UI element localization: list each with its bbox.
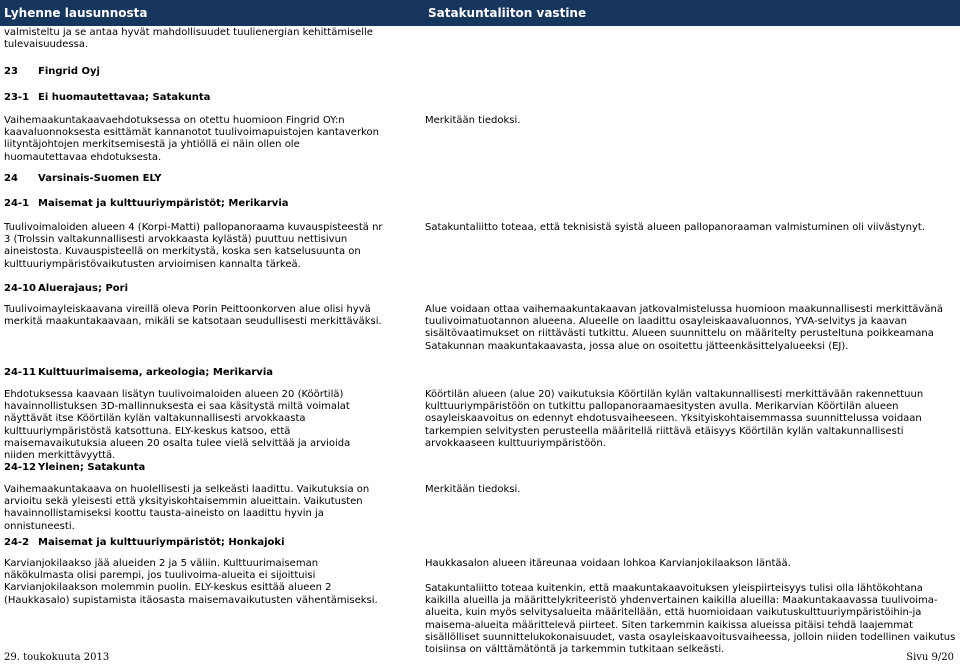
statement-24-11: Ehdotuksessa kaavaan lisätyn tuulivoimaloiden alueen 20 (Köörtilä) havainnollistuksen 3D-mallinnuksesta ei saa käsitystä miltä voimalat näyttävät itse Köörtilän kylän valtakunnallisesti arvokkaasta kulttuuriympäristöstä katsottuna. ELY-keskus katsoo, että maisemavaikutuksia alueen 20 osalta tulee vielä selvittää ja arvioida niiden merkittävyyttä. <box>4 389 351 462</box>
statement-24-2: Karvianjokilaakso jää alueiden 2 ja 5 väliin. Kulttuurimaiseman näkökulmasta olisi parempi, jos tuulivoima-alueita ei sijoittuisi Karvianjokilaakson molemmin puolin. ELY-keskus esittää alueen 2 (Haukkasalo) supistamista itäosasta maisemavaikutusten vähentämiseksi. <box>4 558 378 606</box>
section-heading-24-1 <box>4 198 384 210</box>
section-number: 23-1 <box>4 92 30 103</box>
section-heading-23-1 <box>4 92 384 104</box>
section-number: 24-1 <box>4 198 30 209</box>
reply-23-1: Merkitään tiedoksi. <box>425 115 521 126</box>
reply-24-10: Alue voidaan ottaa vaihemaakuntakaavan jatkovalmistelussa huomioon maakunnallisesti merkittävänä tuulivoimatuotannon alueena. Alueelle on laadittu osayleiskaavaluonnos, YVA-selvitys ja kaavan sisältövaatimukset on riittävästi tutkittu. Alueen suunnittelu on määritelty perusteltuna poikkeamana Satakunnan maakuntakaavasta, jossa alue on osoitettu jätteenkäsittelyalueeksi (EJ). <box>425 304 943 352</box>
section-title: Fingrid Oyj <box>38 66 100 77</box>
section-number: 24-2 <box>4 537 30 548</box>
section-title: Kulttuurimaisema, arkeologia; Merikarvia <box>38 367 273 378</box>
footer-date: 29. toukokuuta 2013 <box>4 652 110 663</box>
section-number: 24 <box>4 173 18 184</box>
reply-24-2-second: Satakuntaliitto toteaa kuitenkin, että maakuntakaavoituksen yleispiirteisyys tulisi olla lähtökohtana kaikilla alueilla ja määrittelykriteeristö yhdenvertainen kaikilla alueilla: Maakuntakaavassa tuulivoima-alueita, kuin myös selvitysalueita määritellään, että huomioidaan vaikutuskulttuuriympäristöihin-ja maisema-alueita määrittelevä piirteet. Siten tarkemmin kaikissa alueissa pitäisi tehdä laajemmat sisällölliset suunnittelukokonaisuudet, vasta osayleiskaavoitusvaiheessa, jolloin niiden todellinen vaikutus toisiinsa on välttämätöntä ja tarkemmin tutkitaan selkeästi. <box>425 583 956 656</box>
page-header <box>0 0 960 26</box>
section-title: Aluerajaus; Pori <box>38 283 129 294</box>
header-right-title: Satakuntaliiton vastine <box>428 6 587 20</box>
section-heading-24-2 <box>4 537 384 549</box>
section-heading-24-10 <box>4 283 384 295</box>
section-number: 23 <box>4 66 18 77</box>
section-heading-24 <box>4 173 384 185</box>
section-title: Varsinais-Suomen ELY <box>38 173 162 184</box>
section-number: 24-11 <box>4 367 36 378</box>
statement-24-1: Tuulivoimaloiden alueen 4 (Korpi-Matti) pallopanoraama kuvauspisteestä nr 3 (Trolssin valtakunnallisesti arvokkaasta kylästä) puuttuu nettisivun aineistosta. Kuvauspisteellä on merkitystä, koska sen katselusuunta on kulttuuriympäristövaikutusten arvioimisen kannalta tärkeä. <box>4 222 383 270</box>
intro-text: valmisteltu ja se antaa hyvät mahdollisuudet tuulienergian kehittämiselle tulevaisuudessa. <box>4 27 373 51</box>
section-title: Maisemat ja kulttuuriympäristöt; Merikarvia <box>38 198 289 209</box>
reply-24-2-first: Haukkasalon alueen itäreunaa voidaan lohkoa Karvianjokilaakson läntää. <box>425 558 791 569</box>
section-heading-23 <box>4 66 384 78</box>
section-title: Ei huomautettavaa; Satakunta <box>38 92 211 103</box>
section-title: Yleinen; Satakunta <box>38 462 146 473</box>
section-heading-24-11 <box>4 367 384 379</box>
reply-24-12: Merkitään tiedoksi. <box>425 484 521 495</box>
statement-23-1: Vaihemaakuntakaavaehdotuksessa on otettu huomioon Fingrid OY:n kaavaluonnoksesta esittämät kannanotot tuulivoimapuistojen kantaverkon liityntäjohtojen merkitsemisestä ja yhtiöllä ei näin ollen ole huomautettavaa ehdotuksesta. <box>4 115 379 163</box>
footer-page-number: Sivu 9/20 <box>906 652 954 663</box>
statement-24-12: Vaihemaakuntakaava on huolellisesti ja selkeästi laadittu. Vaikutuksia on arvioitu sekä yleisesti että yksityiskohtaisemmin alueittain. Vaikutusten havainnollistamiseksi koottu tausta-aineisto on laadittu hyvin ja onnistuneesti. <box>4 484 370 532</box>
reply-24-11: Köörtilän alueen (alue 20) vaikutuksia Köörtilän kylän valtakunnallisesti merkittävään rakennettuun kulttuuriympäristöön on tutkittu pallopanoraamaesitysten avulla. Merikarvian Köörtilän alueen osayleiskaavoitus on edennyt ehdotusvaiheeseen. Yksityiskohtaisemmassa suunnittelussa voidaan tarkempien selvitysten perusteella määritellä riittävä etäisyys Köörtilän kylän valtakunnallisesti arvokkaaseen kulttuuriympäristöön. <box>425 389 924 449</box>
section-heading-24-12 <box>4 462 384 474</box>
section-number: 24-10 <box>4 283 36 294</box>
reply-24-1: Satakuntaliitto toteaa, että teknisistä syistä alueen pallopanoraaman valmistuminen oli viivästynyt. <box>425 222 925 233</box>
section-title: Maisemat ja kulttuuriympäristöt; Honkajoki <box>38 537 285 548</box>
section-number: 24-12 <box>4 462 36 473</box>
statement-24-10: Tuulivoimayleiskaavana vireillä oleva Porin Peittoonkorven alue olisi hyvä merkitä maakuntakaavaan, mikäli se katsotaan seudullisesti merkittäväksi. <box>4 304 382 328</box>
header-left-title: Lyhenne lausunnosta <box>4 6 148 20</box>
